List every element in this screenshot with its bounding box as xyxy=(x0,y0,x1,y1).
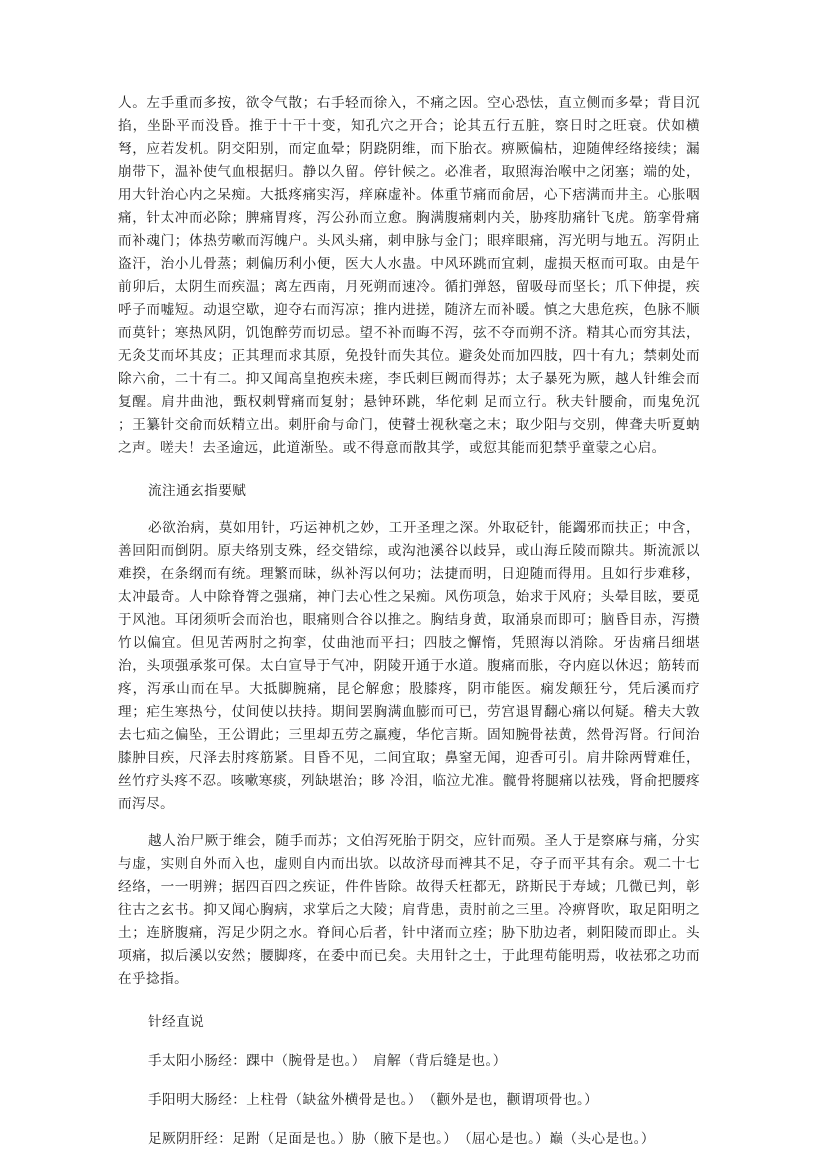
meridian-line-small-intestine: 手太阳小肠经：踝中（腕骨是也。） 肩解（背后缝是也。） xyxy=(148,1053,507,1069)
section-heading-zhenjing: 针经直说 xyxy=(148,1014,205,1030)
document-page xyxy=(118,92,700,1151)
body-paragraph-liuzhu-1: 必欲治病，莫如用针，巧运神机之妙，工开圣理之深。外取砭针，能蠲邪而扶正；中含，善回阳而倒阴。原夫络别支殊，经交错综，或沟池溪谷以歧异，或山海丘陵而隙共。斯流派以难揆，在条纲而有统。理繁而昧，纵补泻以何功；法捷而明，日迎随而得用。且如行步难移，太冲最奇。人中除脊膂之强痛，神门去心性之呆痴。风伤项急，始求于风府；头晕目眩，要觅于风池。耳闭须听会而治也，眼痛则合谷以推之。胸结身黄，取涌泉而即可；脑昏目赤，泻攒竹以偏宜。但见苦两肘之拘挛，仗曲池而平扫；四肢之懈惰，凭照海以消除。牙齿痛吕细堪治，头项强承浆可保。太白宣导于气冲，阴陵开通于水道。腹痛而胀，夺内庭以休迟；筋转而疼，泻承山而在早。大抵脚腕痛，昆仑解愈；股膝疼，阴市能医。痫发颠狂兮，凭后溪而疗理；疟生寒热兮，仗间使以扶持。期间罢胸满血膨而可已，劳宫退胃翻心痛以何疑。稽夫大敦去七疝之偏坠，王公谓此；三里却五劳之羸瘦，华佗言斯。固知腕骨祛黄，然骨泻肾。行间治膝肿目疾，尺泽去肘疼筋紧。目昏不见，二间宜取；鼻窒无闻，迎香可引。肩井除两臂难任，丝竹疗头疼不忍。咳嗽寒痰，列缺堪治；眵 冷泪，临泣尤准。髋骨将腿痛以祛残，肾俞把腰疼而泻尽。 xyxy=(118,520,700,812)
meridian-line-liver: 足厥阴肝经：足跗（足面是也。）胁（腋下是也。） （屈心是也。）巅（头心是也。） xyxy=(148,1131,655,1147)
meridian-line-large-intestine: 手阳明大肠经：上柱骨（缺盆外横骨是也。） （颧外是也，颧谓项骨也。） xyxy=(148,1092,599,1108)
section-heading-liuzhu: 流注通玄指要赋 xyxy=(148,483,247,499)
body-paragraph-continuation: 人。左手重而多按，欲令气散；右手轻而徐入，不痛之因。空心恐怯，直立侧而多晕；背目沉掐，坐卧平而没昏。推于十干十变，知孔穴之开合；论其五行五脏，察日时之旺衰。伏如横弩，应若发机。阴交阳别，而定血晕；阴跷阴维，而下胎衣。痹厥偏枯，迎随俾经络接续；漏崩带下，温补使气血根据归。静以久留。停针候之。必准者，取照海治喉中之闭塞；端的处，用大针治心内之呆痴。大抵疼痛实泻，痒麻虚补。体重节痛而俞居，心下痞满而井主。心胀咽痛，针太冲而必除；脾痛胃疼，泻公孙而立愈。胸满腹痛刺内关，胁疼肋痛针飞虎。筋挛骨痛而补魂门；体热劳嗽而泻魄户。头风头痛，刺申脉与金门；眼痒眼痛，泻光明与地五。泻阴止盗汗，治小儿骨蒸；刺偏历利小便，医大人水蛊。中风环跳而宜刺，虚损天枢而可取。由是午前卯后，太阴生而疾温；离左西南，月死朔而速冷。循扪弹怒，留吸母而坚长；爪下伸提，疾呼子而嘘短。动退空歇，迎夺右而泻凉；推内进搓，随济左而补暖。慎之大患危疾，色脉不顺而莫针；寒热风阴，饥饱醉劳而切忌。望不补而晦不泻，弦不夺而朔不济。精其心而穷其法，无灸艾而坏其皮；正其理而求其原，免投针而失其位。避灸处而加四肢，四十有九；禁刺处而除六俞，二十有二。抑又闻高皇抱疾未瘥，李氏刺巨阙而得苏；太子暴死为厥，越人针维会而复醒。肩井曲池，甄权刺臂痛而复射；悬钟环跳，华佗刺 足而立行。秋夫针腰俞，而鬼免沉 ；王纂针交俞而妖精立出。刺肝俞与命门，使瞽士视秋毫之末；取少阳与交别，俾聋夫听夏蚋之声。嗟夫！去圣逾远，此道渐坠。或不得意而散其学，或愆其能而犯禁乎童蒙之心启。 xyxy=(118,95,700,456)
body-paragraph-liuzhu-2: 越人治尸厥于维会，随手而苏；文伯泻死胎于阴交，应针而殒。圣人于是察麻与痛，分实与虚，实则自外而入也，虚则自内而出欤。以故济母而裨其不足，夺子而平其有余。观二十七经络，一一明辨；据四百四之疾证，件件皆除。故得夭枉都无，跻斯民于寿域；几微已判，彰往古之玄书。抑又闻心胸病，求掌后之大陵；肩背患，责肘前之三里。冷痹肾吹，取足阳明之土；连脐腹痛，泻足少阴之水。脊间心后者，针中渚而立痊；胁下肋边者，刺阳陵而即止。头项痛，拟后溪以安然；腰脚疼，在委中而已矣。夫用针之士，于此理苟能明焉，收祛邪之功而在乎捻指。 xyxy=(118,833,700,987)
